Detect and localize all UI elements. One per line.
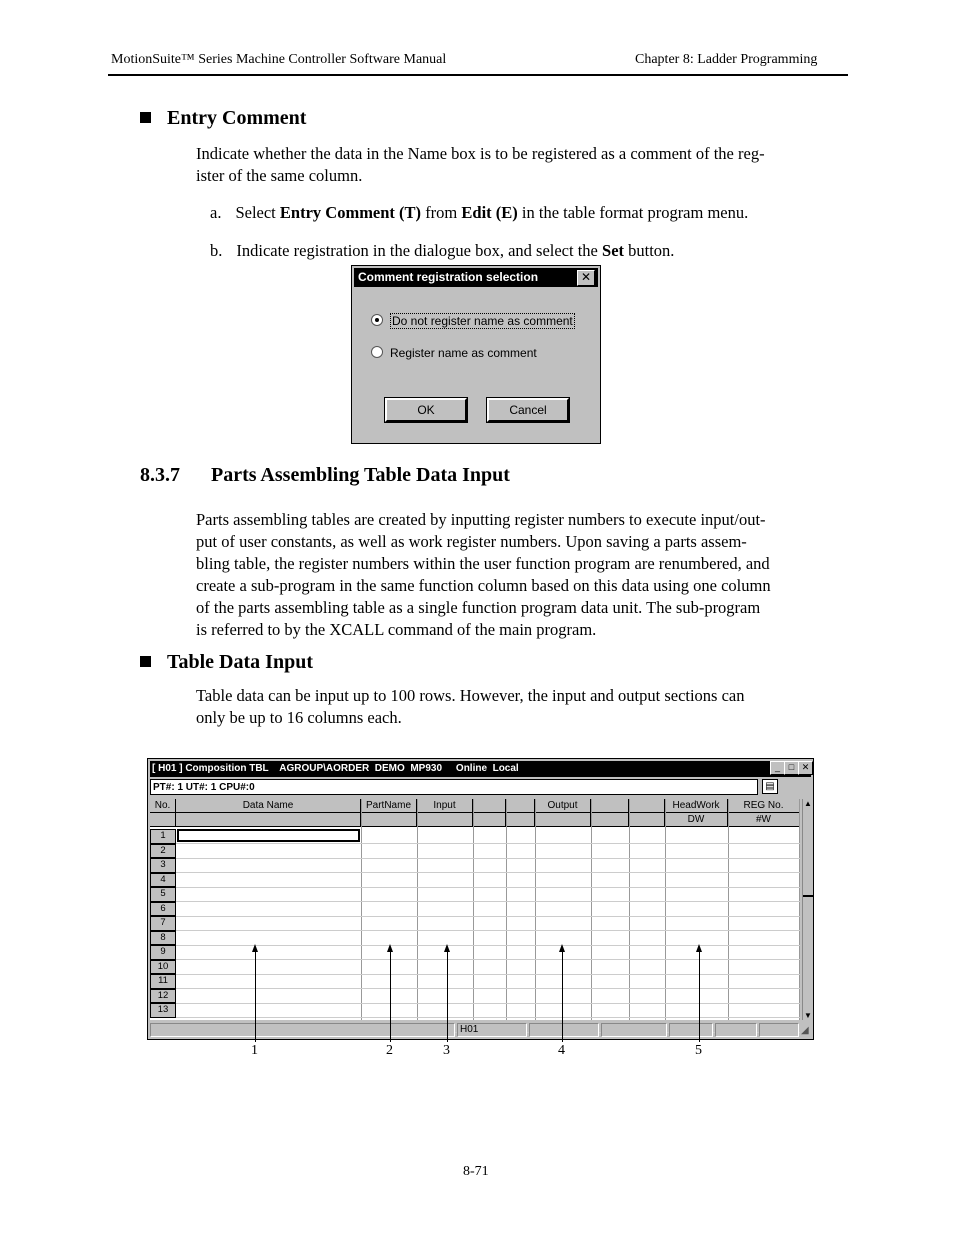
status-pane	[759, 1023, 799, 1037]
row-number[interactable]: 5	[150, 887, 176, 902]
ok-button[interactable]: OK	[385, 398, 467, 422]
step-b	[210, 240, 674, 262]
table-data-title: Table Data Input	[167, 651, 313, 673]
grid-row-line	[176, 872, 800, 873]
status-pane	[715, 1023, 757, 1037]
parts-line-2: put of user constants, as well as work register numbers. Upon saving a parts assem-	[196, 532, 747, 551]
parts-paragraph	[196, 509, 771, 641]
entry-comment-line-2: ister of the same column.	[196, 166, 363, 185]
col-header-input-3[interactable]	[506, 799, 535, 813]
grid-row-line	[176, 916, 800, 917]
grid-row-line	[176, 901, 800, 902]
row-number[interactable]: 10	[150, 960, 176, 975]
parts-line-3: bling table, the register numbers within the user function program are renumbered, and	[196, 554, 770, 573]
entry-comment-title: Entry Comment	[167, 107, 307, 129]
step-a-menu-item: Entry Comment (T)	[279, 203, 422, 222]
step-a	[210, 202, 748, 224]
subheader-cell	[591, 813, 629, 827]
header-left: MotionSuite™ Series Machine Controller Software Manual	[111, 52, 447, 67]
grid-line	[629, 799, 630, 1020]
grid-row-line	[176, 858, 800, 859]
table-data-line-1: Table data can be input up to 100 rows. However, the input and output sections can	[196, 686, 745, 705]
callout-arrow-3	[447, 950, 448, 1042]
resize-grip-icon[interactable]: ◢	[801, 1025, 809, 1036]
callout-arrow-4	[562, 950, 563, 1042]
scroll-down-icon[interactable]: ▼	[804, 1011, 812, 1020]
entry-comment-paragraph	[196, 143, 765, 187]
close-icon[interactable]: ✕	[577, 270, 595, 286]
status-pane	[529, 1023, 599, 1037]
option-do-not-register-label[interactable]: Do not register name as comment	[392, 314, 573, 328]
row-number[interactable]: 2	[150, 844, 176, 859]
row-number[interactable]: 11	[150, 974, 176, 989]
window-title-bar	[150, 761, 811, 777]
callout-label-5: 5	[695, 1043, 702, 1058]
row-number[interactable]: 8	[150, 931, 176, 946]
col-header-input[interactable]: Input	[417, 799, 473, 813]
row-number[interactable]: 6	[150, 902, 176, 917]
subheader-reg-type: #W	[728, 813, 800, 827]
section-number: 8.3.7	[140, 464, 180, 486]
bullet-square-icon	[140, 112, 151, 123]
comment-registration-dialog	[351, 265, 601, 444]
pt-info-bar: PT#: 1 UT#: 1 CPU#:0	[150, 779, 758, 795]
grid-line	[535, 799, 536, 1020]
step-b-text: Indicate registration in the dialogue box, and select the	[236, 241, 603, 260]
step-b-set: Set	[602, 241, 625, 260]
row-number[interactable]: 13	[150, 1003, 176, 1018]
row-number[interactable]: 1	[150, 829, 176, 844]
status-pane	[150, 1023, 455, 1037]
grid-line	[665, 799, 666, 1020]
subheader-cell	[176, 813, 361, 827]
minimize-icon[interactable]: _	[770, 761, 785, 775]
callout-label-3: 3	[443, 1043, 450, 1058]
table-data-paragraph	[196, 685, 745, 729]
status-pane	[669, 1023, 713, 1037]
dialog-title: Comment registration selection	[358, 270, 539, 284]
callout-arrow-2	[390, 950, 391, 1042]
col-header-partname[interactable]: PartName	[361, 799, 417, 813]
callout-label-4: 4	[558, 1043, 565, 1058]
composition-table-window	[147, 758, 814, 1040]
table-data-heading	[140, 651, 313, 674]
col-header-output-3[interactable]	[629, 799, 665, 813]
entry-comment-line-1: Indicate whether the data in the Name box is to be registered as a comment of the reg-	[196, 144, 765, 163]
grid-line	[728, 799, 729, 1020]
maximize-icon[interactable]: □	[784, 761, 799, 775]
table-grid[interactable]	[150, 799, 800, 1020]
radio-do-not-register[interactable]	[371, 314, 383, 326]
grid-row-line	[176, 843, 800, 844]
callout-arrow-5	[699, 950, 700, 1042]
col-header-headwork[interactable]: HeadWork	[665, 799, 728, 813]
col-header-reg-no[interactable]: REG No.	[728, 799, 800, 813]
col-header-output[interactable]: Output	[535, 799, 591, 813]
step-b-text-end: button.	[624, 241, 675, 260]
grid-row-line	[176, 930, 800, 931]
cancel-button[interactable]: Cancel	[487, 398, 569, 422]
grid-row-line	[176, 1017, 800, 1018]
grid-line	[417, 799, 418, 1020]
callout-label-1: 1	[251, 1043, 258, 1058]
grid-row-line	[176, 1003, 800, 1004]
document-icon[interactable]: ▤	[762, 779, 778, 794]
status-program: H01	[457, 1023, 527, 1037]
subheader-headwork-type: DW	[665, 813, 728, 827]
row-number[interactable]: 9	[150, 945, 176, 960]
row-number[interactable]: 7	[150, 916, 176, 931]
subheader-cell	[150, 813, 176, 827]
subheader-cell	[417, 813, 473, 827]
grid-row-line	[176, 959, 800, 960]
row-number[interactable]: 4	[150, 873, 176, 888]
parts-line-6: is referred to by the XCALL command of the main program.	[196, 620, 597, 639]
close-icon[interactable]: ✕	[798, 761, 813, 775]
vertical-scrollbar[interactable]	[802, 799, 814, 1020]
grid-line	[361, 799, 362, 1020]
section-title: Parts Assembling Table Data Input	[211, 464, 510, 486]
subheader-cell	[629, 813, 665, 827]
grid-line	[591, 799, 592, 1020]
callout-label-2: 2	[386, 1043, 393, 1058]
col-header-no[interactable]: No.	[150, 799, 176, 813]
header-rule	[108, 74, 848, 76]
window-title: [ H01 ] Composition TBL AGROUP\AORDER DEMO MP930 Online Local	[152, 763, 519, 774]
grid-line	[473, 799, 474, 1020]
col-header-input-2[interactable]	[473, 799, 506, 813]
grid-row-line	[176, 974, 800, 975]
parts-line-5: of the parts assembling table as a single function program data unit. The sub-program	[196, 598, 761, 617]
row-number[interactable]: 3	[150, 858, 176, 873]
parts-line-4: create a sub-program in the same function column based on this data using one column	[196, 576, 771, 595]
scroll-thumb[interactable]	[803, 895, 813, 897]
header-right: Chapter 8: Ladder Programming	[635, 52, 818, 67]
status-pane	[601, 1023, 667, 1037]
row-number[interactable]: 12	[150, 989, 176, 1004]
step-a-text: Select	[235, 203, 280, 222]
step-a-text-end: in the table format program menu.	[517, 203, 749, 222]
grid-row-line	[176, 887, 800, 888]
step-b-marker: b.	[210, 241, 223, 260]
bullet-square-icon	[140, 656, 151, 667]
option-register-label[interactable]: Register name as comment	[390, 346, 537, 360]
entry-comment-heading	[140, 107, 306, 130]
parts-line-1: Parts assembling tables are created by inputting register numbers to execute input/out-	[196, 510, 766, 529]
subheader-cell	[535, 813, 591, 827]
subheader-cell	[361, 813, 417, 827]
radio-register[interactable]	[371, 346, 383, 358]
col-header-output-2[interactable]	[591, 799, 629, 813]
grid-row-line	[176, 945, 800, 946]
grid-line	[799, 799, 800, 1020]
step-a-text-mid: from	[421, 203, 462, 222]
selected-cell[interactable]	[177, 829, 360, 842]
step-a-menu: Edit (E)	[461, 203, 518, 222]
table-data-line-2: only be up to 16 columns each.	[196, 708, 402, 727]
page-number: 8-71	[463, 1164, 489, 1179]
step-a-marker: a.	[210, 203, 222, 222]
scroll-up-icon[interactable]: ▲	[804, 799, 812, 808]
subheader-cell	[473, 813, 506, 827]
callout-arrow-1	[255, 950, 256, 1042]
grid-row-line	[176, 988, 800, 989]
grid-line	[506, 799, 507, 1020]
col-header-data-name[interactable]: Data Name	[176, 799, 361, 813]
dialog-title-bar	[354, 268, 598, 287]
subheader-cell	[506, 813, 535, 827]
